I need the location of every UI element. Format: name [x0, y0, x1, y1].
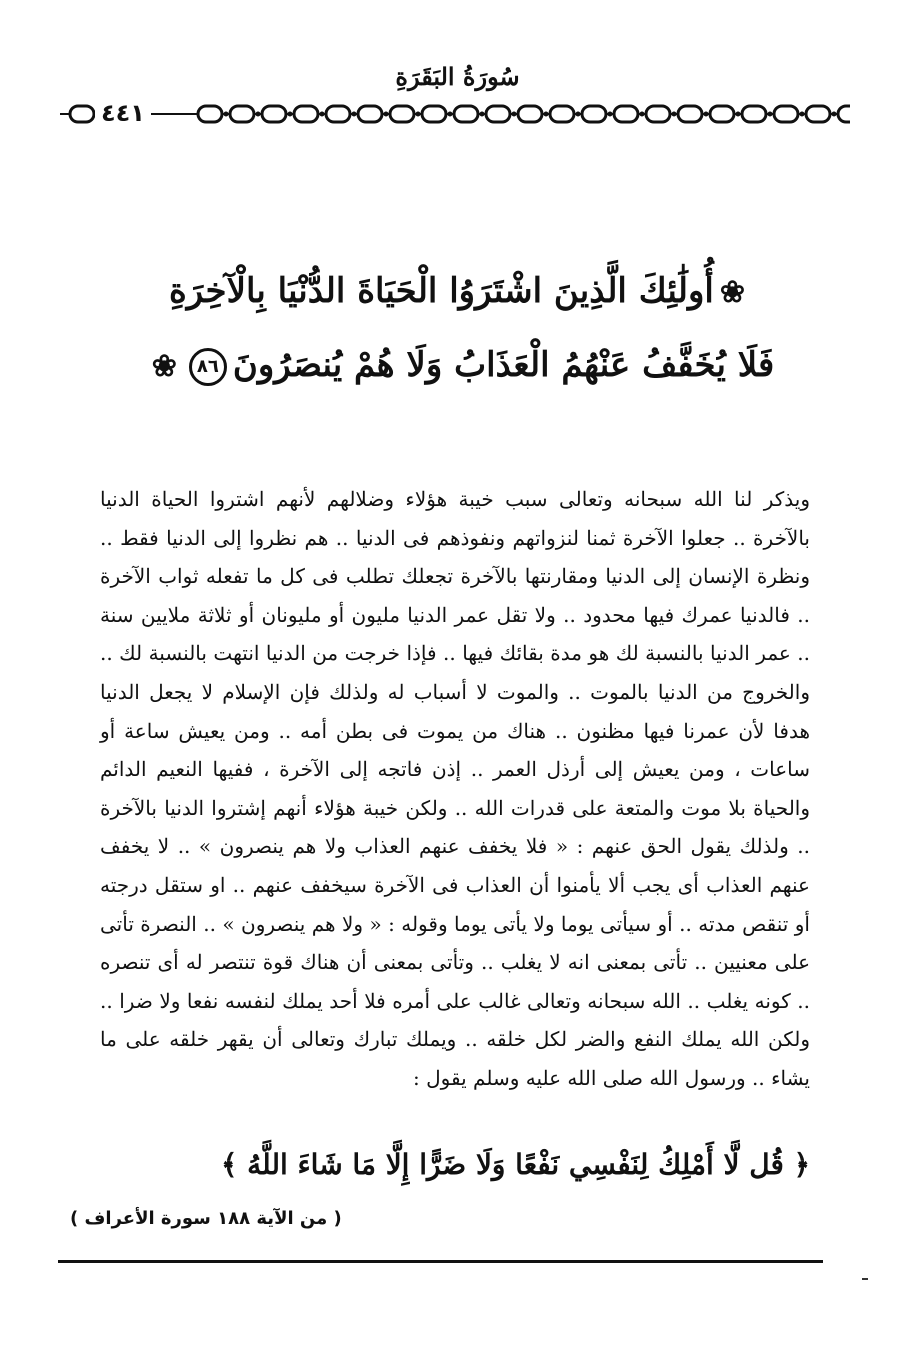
- chain-link: [326, 106, 350, 122]
- chain-dot: [416, 112, 421, 117]
- chain-link: [454, 106, 478, 122]
- chain-dot: [576, 112, 581, 117]
- commentary-paragraph: ويذكر لنا الله سبحانه وتعالى سبب خيبة هؤلاء وضلالهم لأنهم اشتروا الحياة الدنيا بالآخرة .. جعلوا الآخرة ثمنا لنزواتهم ونفوذهم فى الدنيا .. هم نظروا إلى الدنيا فقط .. ونظرة الإنسان إلى الدنيا ومقارنتها بالآخرة تجعلك تطلب فى كل ما تفعله ثواب الآخرة .. فالدنيا عمرك فيها محدود .. ولا تقل عمر الدنيا مليون أو مليونان أو ثلاثة ملايين سنة .. عمر الدنيا بالنسبة لك هو مدة بقائك فيها .. فإذا خرجت من الدنيا انتهت بالنسبة لك .. والخروج من الدنيا بالموت .. والموت لا أسباب له ولذلك فإن الإسلام لا يجعل الدنيا هدفا لأن عمرنا فيها مظنون .. هناك من يموت فى بطن أمه .. ومن يعيش ساعة أو ساعات ، ومن يعيش إلى أرذل العمر .. إذن فاتجه إلى الآخرة ، ففيها النعيم الدائم والحياة بلا موت والمتعة على قدرات الله .. ولكن خيبة هؤلاء أنهم إشتروا الدنيا بالآخرة .. ولذلك يقول الحق عنهم : « فلا يخفف عنهم العذاب ولا هم ينصرون » .. لا يخفف عنهم العذاب أى يجب ألا يأمنوا أن العذاب فى الآخرة سيخفف عنهم .. او ستقل درجته أو تنقص مدته .. أو سيأتى يوما ولا يأتى يوما وقوله : « ولا هم ينصرون » .. النصرة تأتى على معنيين .. تأتى بمعنى انه لا يغلب .. وتأتى بمعنى أن هناك قوة تنتصر له أى تنصره .. كونه يغلب .. الله سبحانه وتعالى غالب على أمره فلا أحد يملك لنفسه نفعا ولا ضرا .. ولكن الله يملك النفع والضر لكل خلقه .. ويملك تبارك وتعالى أن يقهر خلقه على ما يشاء .. ورسول الله صلى الله عليه وسلم يقول :: [100, 487, 810, 1090]
- chain-dot: [800, 112, 805, 117]
- chain-link: [774, 106, 798, 122]
- chain-dot: [384, 112, 389, 117]
- chain-link: [614, 106, 638, 122]
- chain-link: [358, 106, 382, 122]
- chain-dot: [640, 112, 645, 117]
- verse-text-2: فَلَا يُخَفَّفُ عَنْهُمُ الْعَذَابُ وَلَا هُمْ يُنصَرُونَ: [232, 345, 775, 385]
- chain-dot: [672, 112, 677, 117]
- bottom-rule: [58, 1260, 823, 1263]
- chain-dot: [544, 112, 549, 117]
- chain-link: [230, 106, 254, 122]
- quran-verse: [120, 255, 800, 403]
- page-number: ٤٤١: [95, 98, 151, 128]
- chain-dot: [768, 112, 773, 117]
- commentary-text: [100, 480, 810, 1098]
- fleuron-icon: ❀: [151, 349, 177, 384]
- verse-text-1: أُولَٰئِكَ الَّذِينَ اشْتَرَوُا الْحَيَاةَ الدُّنْيَا بِالْآخِرَةِ: [168, 271, 714, 311]
- chain-link: [262, 106, 286, 122]
- chain-dot: [448, 112, 453, 117]
- verse-number-marker: ٨٦: [189, 348, 227, 386]
- chain-dot: [320, 112, 325, 117]
- chain-link: [806, 106, 830, 122]
- chain-dot: [704, 112, 709, 117]
- chain-link: [390, 106, 414, 122]
- chain-dot: [736, 112, 741, 117]
- chain-link: [518, 106, 542, 122]
- verse-line-1: [120, 255, 800, 329]
- chain-link: [70, 106, 94, 122]
- chain-link: [710, 106, 734, 122]
- chain-link: [582, 106, 606, 122]
- chain-dot: [288, 112, 293, 117]
- chain-link: [838, 106, 850, 122]
- fleuron-icon: ❀: [719, 275, 745, 310]
- chain-link: [678, 106, 702, 122]
- chain-link: [486, 106, 510, 122]
- margin-mark: [862, 1278, 868, 1280]
- chain-link: [198, 106, 222, 122]
- chain-dot: [608, 112, 613, 117]
- chain-dot: [256, 112, 261, 117]
- chain-dot: [480, 112, 485, 117]
- chain-link: [422, 106, 446, 122]
- chain-dot: [224, 112, 229, 117]
- chain-dot: [512, 112, 517, 117]
- quoted-verse: ﴿ قُل لَّا أَمْلِكُ لِنَفْسِي نَفْعًا وَلَا ضَرًّا إِلَّا مَا شَاءَ اللَّهُ ﴾: [221, 1148, 810, 1181]
- chain-link: [294, 106, 318, 122]
- chain-dot: [352, 112, 357, 117]
- chain-link: [550, 106, 574, 122]
- verse-reference: ( من الآية ١٨٨ سورة الأعراف ): [70, 1208, 342, 1229]
- ornament-border: [60, 100, 850, 128]
- surah-title: سُورَةُ البَقَرَةِ: [395, 62, 520, 91]
- chain-link: [742, 106, 766, 122]
- chain-dot: [832, 112, 837, 117]
- verse-line-2: [120, 329, 800, 403]
- chain-link: [646, 106, 670, 122]
